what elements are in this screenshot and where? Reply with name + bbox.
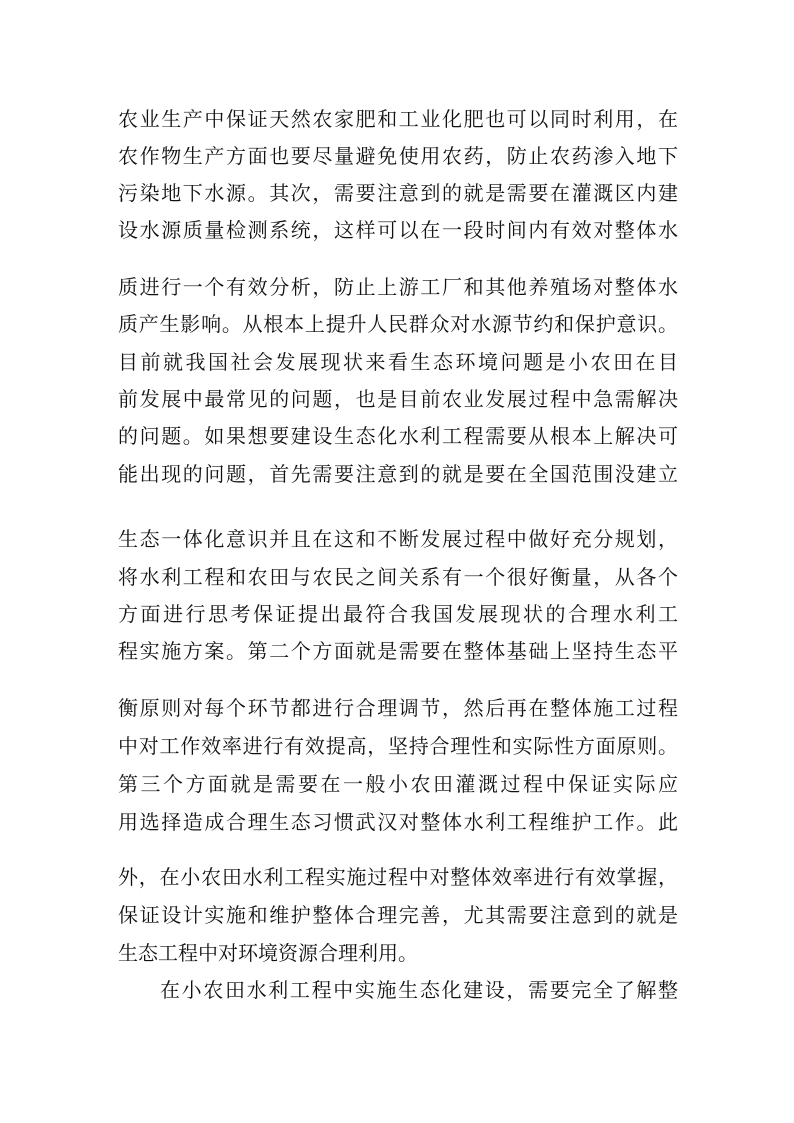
body-text-line: 农业生产中保证天然农家肥和工业化肥也可以同时利用，在 [118, 107, 678, 131]
body-text-line: 中对工作效率进行有效提高，坚持合理性和实际性方面原则。 [118, 734, 678, 758]
body-text-line: 污染地下水源。其次，需要注意到的就是需要在灌溉区内建 [118, 181, 678, 205]
body-text-line: 用选择造成合理生态习惯武汉对整体水利工程维护工作。此 [118, 810, 678, 834]
body-text-line: 保证设计实施和维护整体合理完善，尤其需要注意到的就是 [118, 903, 678, 927]
paragraph-first-line: 在小农田水利工程中实施生态化建设，需要完全了解整 [160, 978, 678, 1002]
body-text-line: 能出现的问题，首先需要注意到的就是要在全国范围没建立 [118, 462, 678, 486]
body-text-line: 将水利工程和农田与农民之间关系有一个很好衡量，从各个 [118, 565, 678, 589]
body-text-line: 质产生影响。从根本上提升人民群众对水源节约和保护意识。 [118, 312, 678, 336]
body-text-line: 衡原则对每个环节都进行合理调节，然后再在整体施工过程 [118, 696, 678, 720]
body-text-line: 外，在小农田水利工程实施过程中对整体效率进行有效掌握， [118, 865, 678, 889]
body-text-line: 农作物生产方面也要尽量避免使用农药，防止农药渗入地下 [118, 144, 678, 168]
body-text-line: 质进行一个有效分析，防止上游工厂和其他养殖场对整体水 [118, 275, 678, 299]
body-text-line: 目前就我国社会发展现状来看生态环境问题是小农田在目 [118, 350, 678, 374]
body-text-line: 生态一体化意识并且在这和不断发展过程中做好充分规划， [118, 527, 678, 551]
body-text-line: 程实施方案。第二个方面就是需要在整体基础上坚持生态平 [118, 639, 678, 663]
body-text-line: 前发展中最常见的问题，也是目前农业发展过程中急需解决 [118, 387, 678, 411]
body-text-line: 第三个方面就是需要在一般小农田灌溉过程中保证实际应 [118, 772, 678, 796]
body-text-line: 生态工程中对环境资源合理利用。 [118, 941, 418, 965]
body-text-line: 的问题。如果想要建设生态化水利工程需要从根本上解决可 [118, 424, 678, 448]
body-text-line: 方面进行思考保证提出最符合我国发展现状的合理水利工 [118, 602, 678, 626]
body-text-line: 设水源质量检测系统，这样可以在一段时间内有效对整体水 [118, 218, 678, 242]
